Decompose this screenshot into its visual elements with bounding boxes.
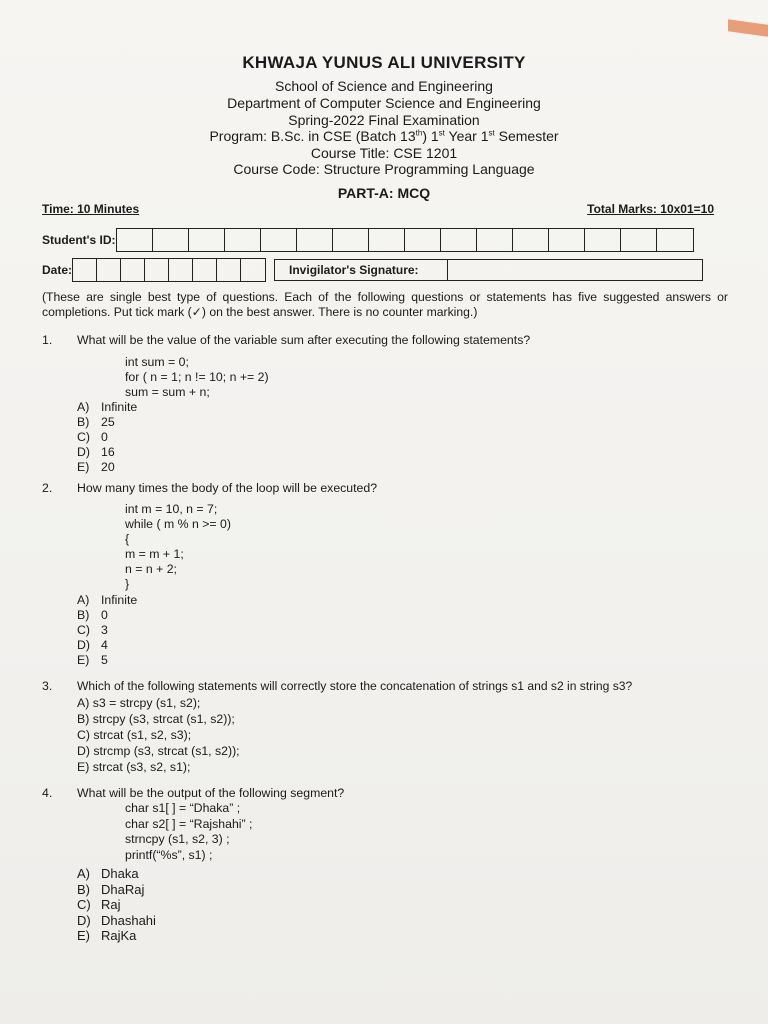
- date-cell[interactable]: [97, 259, 121, 281]
- code-line: for ( n = 1; n != 10; n += 2): [125, 370, 269, 384]
- question-number: 3.: [42, 679, 53, 693]
- student-id-label: Student's ID:: [42, 233, 116, 247]
- id-cell[interactable]: [405, 229, 441, 251]
- date-cell[interactable]: [217, 259, 241, 281]
- option-e[interactable]: E) 5: [77, 653, 108, 667]
- date-cell[interactable]: [145, 259, 169, 281]
- course-title: Course Title: CSE 1201: [310, 145, 458, 161]
- id-cell[interactable]: [117, 229, 153, 251]
- student-id-row: [42, 228, 694, 252]
- date-label: Date:: [42, 263, 73, 277]
- option-c[interactable]: C) Raj: [77, 897, 121, 912]
- date-cell[interactable]: [121, 259, 145, 281]
- total-marks-label: Total Marks: 10x01=10: [587, 202, 714, 216]
- student-id-boxes[interactable]: [116, 228, 694, 252]
- code-line: n = n + 2;: [125, 562, 177, 576]
- question-text: How many times the body of the loop will be executed?: [77, 481, 378, 495]
- id-cell[interactable]: [189, 229, 225, 251]
- id-cell[interactable]: [261, 229, 297, 251]
- option-e[interactable]: E) strcat (s3, s2, s1);: [77, 760, 191, 774]
- id-cell[interactable]: [153, 229, 189, 251]
- option-c[interactable]: C) 0: [77, 430, 108, 444]
- id-cell[interactable]: [585, 229, 621, 251]
- code-line: }: [125, 577, 130, 591]
- option-a[interactable]: A) Infinite: [77, 593, 138, 607]
- options-list: [77, 866, 156, 944]
- invigilator-signature-label: Invigilator's Signature:: [289, 263, 419, 277]
- paper-corner-mark: [728, 19, 768, 37]
- id-cell[interactable]: [549, 229, 585, 251]
- option-d[interactable]: D) 16: [77, 445, 115, 459]
- question-text: Which of the following statements will correctly store the concatenation of strings s1 and s2 in string s3?: [77, 679, 633, 693]
- part-title: PART-A: MCQ: [337, 185, 431, 201]
- time-label: Time: 10 Minutes: [42, 202, 140, 216]
- instructions: (These are single best type of questions. Each of the following questions or statements has five suggested answers or completions. Put tick mark (✓) on the best answer. There is no counter marking.): [42, 290, 728, 319]
- option-d[interactable]: D) Dhashahi: [77, 912, 156, 928]
- date-cell[interactable]: [193, 259, 217, 281]
- question-text: What will be the output of the following segment?: [77, 786, 345, 800]
- code-line: char s2[ ] = “Rajshahi” ;: [125, 816, 253, 831]
- id-cell[interactable]: [513, 229, 549, 251]
- code-block: [125, 355, 269, 400]
- id-cell[interactable]: [441, 229, 477, 251]
- option-c[interactable]: C) 3: [77, 623, 108, 637]
- id-cell[interactable]: [477, 229, 513, 251]
- option-d[interactable]: D) strcmp (s3, strcat (s1, s2));: [77, 744, 240, 758]
- course-code: Course Code: Structure Programming Language: [233, 161, 535, 177]
- date-row: [42, 258, 703, 282]
- option-b[interactable]: B) 0: [77, 608, 108, 622]
- invigilator-signature-field[interactable]: [448, 259, 703, 281]
- options-list: [77, 593, 137, 668]
- option-a[interactable]: A) s3 = strcpy (s1, s2);: [77, 696, 201, 710]
- options-list: [77, 400, 137, 475]
- date-cell[interactable]: [169, 259, 193, 281]
- date-cell[interactable]: [73, 259, 97, 281]
- code-line: printf(“%s”, s1) ;: [125, 847, 213, 862]
- code-block: [125, 502, 231, 592]
- option-e[interactable]: E) RajKa: [77, 928, 137, 943]
- question-number: 1.: [42, 333, 53, 347]
- id-cell[interactable]: [369, 229, 405, 251]
- id-cell[interactable]: [657, 229, 693, 251]
- code-line: sum = sum + n;: [125, 385, 210, 399]
- date-cell[interactable]: [241, 259, 265, 281]
- invigilator-signature-label-box: [274, 259, 448, 281]
- question-number: 4.: [42, 786, 53, 800]
- code-line: {: [125, 532, 130, 546]
- option-e[interactable]: E) 20: [77, 460, 115, 474]
- option-b[interactable]: B) 25: [77, 415, 115, 429]
- exam-name: Spring-2022 Final Examination: [288, 112, 480, 128]
- code-block: [125, 801, 252, 863]
- id-cell[interactable]: [297, 229, 333, 251]
- option-c[interactable]: C) strcat (s1, s2, s3);: [77, 728, 192, 742]
- university-name: KHWAJA YUNUS ALI UNIVERSITY: [242, 53, 526, 72]
- code-line: strncpy (s1, s2, 3) ;: [125, 832, 230, 846]
- code-line: int m = 10, n = 7;: [125, 502, 218, 516]
- option-b[interactable]: B) strcpy (s3, strcat (s1, s2));: [77, 712, 235, 726]
- program-line: Program: B.Sc. in CSE (Batch 13th) 1st Year 1st Semester: [209, 128, 559, 144]
- id-cell[interactable]: [333, 229, 369, 251]
- code-line: int sum = 0;: [125, 355, 189, 369]
- id-cell[interactable]: [225, 229, 261, 251]
- option-a[interactable]: A) Dhaka: [77, 866, 139, 881]
- department-name: Department of Computer Science and Engineering: [227, 95, 541, 111]
- option-b[interactable]: B) DhaRaj: [77, 881, 145, 897]
- option-d[interactable]: D) 4: [77, 638, 108, 652]
- options-list: [77, 695, 240, 775]
- question-number: 2.: [42, 481, 53, 495]
- id-cell[interactable]: [621, 229, 657, 251]
- code-line: char s1[ ] = “Dhaka” ;: [125, 801, 241, 815]
- school-name: School of Science and Engineering: [275, 78, 493, 94]
- date-boxes[interactable]: [72, 258, 266, 282]
- option-a[interactable]: A) Infinite: [77, 400, 138, 414]
- question-text: What will be the value of the variable sum after executing the following statements?: [77, 333, 531, 347]
- code-line: while ( m % n >= 0): [125, 517, 231, 531]
- code-line: m = m + 1;: [125, 547, 184, 561]
